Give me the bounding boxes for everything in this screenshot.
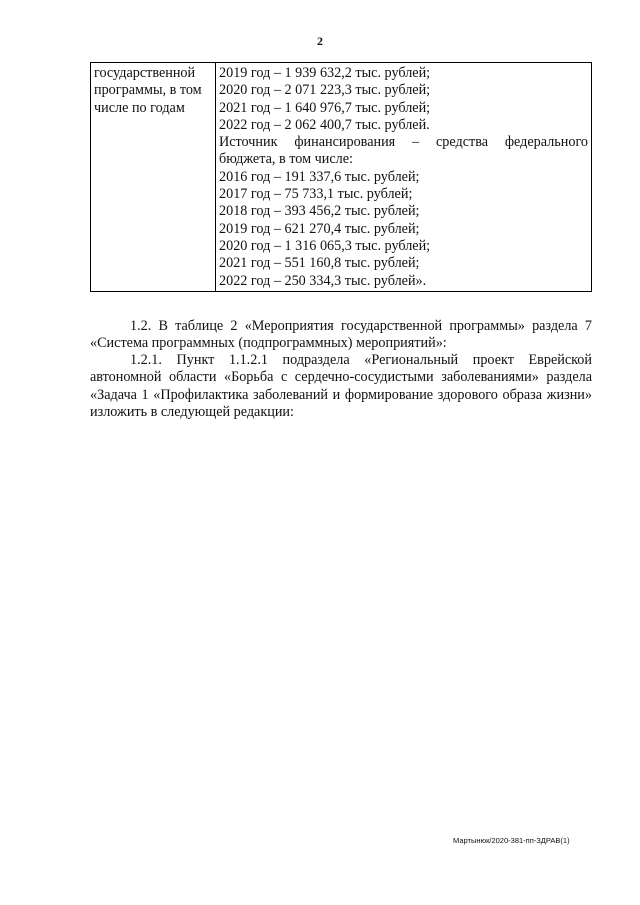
year-amount-line: 2022 год – 2 062 400,7 тыс. рублей. (219, 116, 430, 133)
year-amount-line: 2016 год – 191 337,6 тыс. рублей; (219, 168, 420, 185)
table-row (91, 63, 592, 292)
paragraph-1-2-1 (90, 352, 592, 421)
left-cell-line: государственной (94, 65, 196, 81)
table-right-cell (216, 63, 592, 292)
left-cell-line: числе по годам (94, 99, 185, 116)
left-cell-line: программы, в том (94, 82, 202, 99)
source-line: Источник финансирования – средства федерального (219, 134, 588, 151)
source-line: бюджета, в том числе: (219, 151, 353, 168)
year-amount-line: 2019 год – 621 270,4 тыс. рублей; (219, 220, 420, 237)
paragraph-text: 1.2.1. Пункт 1.1.2.1 подраздела «Региональный проект Еврейской автономной области «Борьба с сердечно-сосудистыми заболеваниями» раздела «Задача 1 «Профилактика заболеваний и формирование здорового образа жизни» изложить в следующей редакции: (90, 352, 592, 420)
year-amount-line: 2020 год – 1 316 065,3 тыс. рублей; (219, 237, 431, 254)
financing-table (90, 62, 592, 292)
table-left-cell (91, 63, 216, 292)
year-amount-line: 2021 год – 551 160,8 тыс. рублей; (219, 255, 420, 272)
year-amount-line: 2017 год – 75 733,1 тыс. рублей; (219, 186, 413, 203)
year-amount-line: 2021 год – 1 640 976,7 тыс. рублей; (219, 99, 431, 116)
paragraph-text: 1.2. В таблице 2 «Мероприятия государственной программы» раздела 7 «Система программных (подпрограммных) мероприятий»: (90, 318, 592, 352)
year-amount-line: 2019 год – 1 939 632,2 тыс. рублей; (219, 65, 431, 81)
page-number: 2 (317, 34, 323, 48)
year-amount-line: 2020 год – 2 071 223,3 тыс. рублей; (219, 82, 431, 99)
document-code: Мартынюк/2020-381-пп-ЗДРАВ(1) (453, 836, 570, 845)
paragraph-1-2 (90, 318, 592, 353)
year-amount-line: 2022 год – 250 334,3 тыс. рублей». (219, 272, 427, 289)
year-amount-line: 2018 год – 393 456,2 тыс. рублей; (219, 203, 420, 220)
